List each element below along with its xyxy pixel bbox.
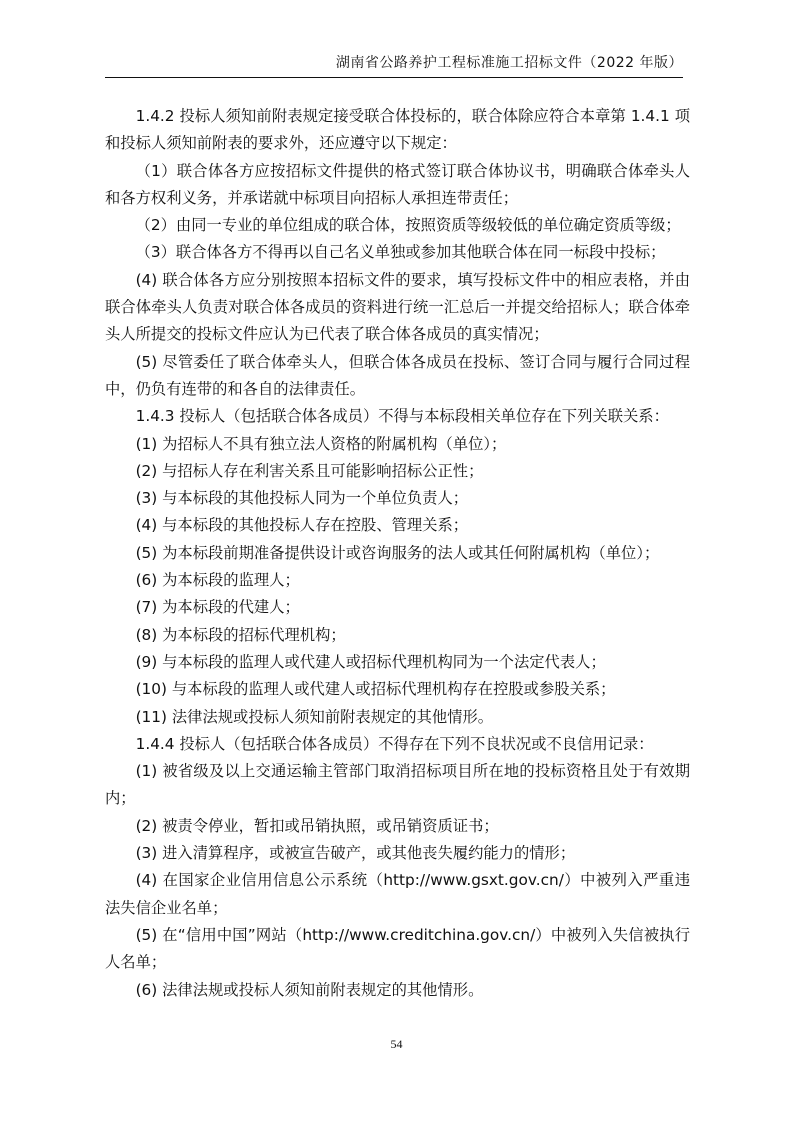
header-divider — [105, 77, 683, 78]
list-item: （2）由同一专业的单位组成的联合体，按照资质等级较低的单位确定资质等级； — [135, 216, 681, 235]
list-item: (2) 与招标人存在利害关系且可能影响招标公正性； — [135, 461, 484, 480]
clause-1-4-3: 1.4.3 投标人（包括联合体各成员）不得与本标段相关单位存在下列关联关系： — [135, 407, 669, 426]
list-item: (1) 为招标人不具有独立法人资格的附属机构（单位）； — [135, 434, 507, 453]
list-item: (4) 与本标段的其他投标人存在控股、管理关系； — [135, 516, 469, 535]
list-item: (6) 为本标段的监理人； — [135, 571, 300, 590]
list-item: (11) 法律法规或投标人须知前附表规定的其他情形。 — [135, 707, 494, 726]
document-body — [105, 103, 690, 1004]
list-item: (9) 与本标段的监理人或代建人或招标代理机构同为一个法定代表人； — [135, 652, 606, 671]
clause-1-4-2: 1.4.2 投标人须知前附表规定接受联合体投标的，联合体除应符合本章第 1.4.1 项和投标人须知前附表的要求外，还应遵守以下规定： — [105, 107, 690, 153]
list-item: （1）联合体各方应按招标文件提供的格式签订联合体协议书，明确联合体牵头人和各方权利义务，并承诺就中标项目向招标人承担连带责任； — [105, 161, 690, 207]
list-item: (5) 在“信用中国”网站（http://www.creditchina.gov.cn/）中被列入失信被执行人名单； — [105, 925, 690, 972]
list-item: (8) 为本标段的招标代理机构； — [135, 625, 346, 644]
running-header: 湖南省公路养护工程标准施工招标文件（2022 年版） — [335, 55, 683, 71]
page-number: 54 — [390, 1037, 403, 1051]
list-item: (10) 与本标段的监理人或代建人或招标代理机构存在控股或参股关系； — [135, 680, 616, 699]
list-item: (3) 进入清算程序，或被宣告破产，或其他丧失履约能力的情形； — [135, 844, 576, 863]
list-item: (5) 为本标段前期准备提供设计或咨询服务的法人或其任何附属机构（单位）； — [135, 543, 660, 562]
list-item: （3）联合体各方不得再以自己名义单独或参加其他联合体在同一标段中投标； — [135, 243, 666, 262]
list-item: (4) 在国家企业信用信息公示系统（http://www.gsxt.gov.cn/）中被列入严重违法失信企业名单； — [105, 871, 690, 917]
list-item: (4) 联合体各方应分别按照本招标文件的要求，填写投标文件中的相应表格，并由联合体牵头人负责对联合体各成员的资料进行统一汇总后一并提交给招标人；联合体牵头人所提交的投标文件应认为已代表了联合体各成员的真实情况； — [105, 270, 690, 344]
list-item: (5) 尽管委任了联合体牵头人，但联合体各成员在投标、签订合同与履行合同过程中，仍负有连带的和各自的法律责任。 — [105, 352, 690, 398]
clause-1-4-4: 1.4.4 投标人（包括联合体各成员）不得存在下列不良状况或不良信用记录： — [135, 734, 654, 753]
list-item: (2) 被责令停业，暂扣或吊销执照，或吊销资质证书； — [135, 816, 499, 835]
list-item: (3) 与本标段的其他投标人同为一个单位负责人； — [135, 489, 469, 508]
list-item: (7) 为本标段的代建人； — [135, 598, 300, 617]
list-item: (6) 法律法规或投标人须知前附表规定的其他情形。 — [135, 980, 484, 999]
list-item: (1) 被省级及以上交通运输主管部门取消招标项目所在地的投标资格且处于有效期内； — [105, 762, 690, 808]
